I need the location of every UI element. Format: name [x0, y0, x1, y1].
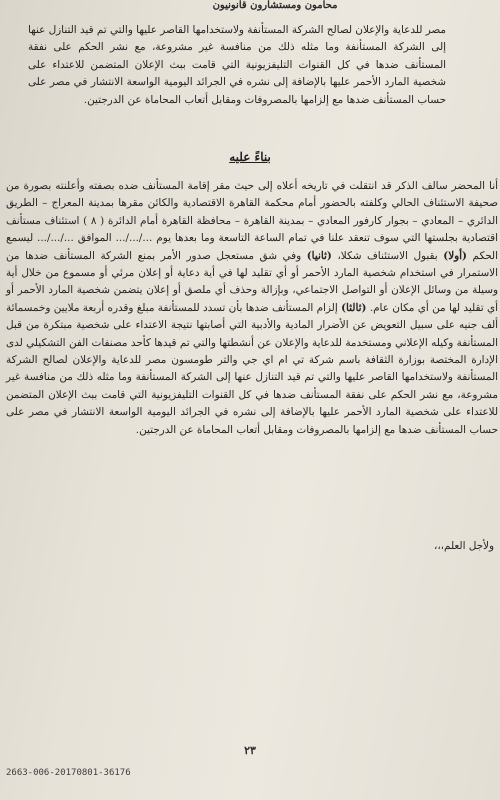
footer-document-code: 2663-006-20170801-36176 [6, 768, 131, 778]
body-paragraph [6, 178, 498, 439]
second-label: (ثانيا) [306, 249, 332, 262]
third-label: (ثالثا) [341, 301, 367, 314]
body-part-1: أنا المحضر سالف الذكر قد انتقلت في تاريخه أعلاه إلى حيث مقر إقامة المستأنف ضده بصفته وأعلنته بصورة من صحيفة الاستئناف الحالي وكلفته بالحضور أمام محكمة القاهرة الاقتصادية والكائن مقرها بمدينة المعراج – الطريق الدائري – المعادي – بجوار كارفور المعادي – بمدينة القاهرة – محافظة القاهرة أمام الدائرة ( ٨ ) استئناف مستأنف اقتصادية بجلستها التي سوف تنعقد علنا في تمام الساعة التاسعة وما بعدها يوم [6, 180, 498, 245]
section-title: بناءً عليه [229, 150, 271, 164]
firm-header: محامون ومستشارون قانونيون [212, 0, 338, 11]
body-part-3: ليسمع الحكم [6, 232, 498, 262]
body-part-5: وفي شق مستعجل صدور الأمر بمنع الشركة المستأنف ضدها من الاستمرار في استخدام شخصية المارد الأحمر أو أي تقليد لها في أية دعاية أو إعلان مرئي أو مسموع من خلال أية وسيلة من وسائل الإعلان أو التواصل الاجتماعي، وبإزالة وحذف أي ملصق أو إعلان يتضمن شخصية المارد الأحمر أو أي تقليد لها من أي مكان عام. [6, 249, 498, 314]
first-label: (أولا) [443, 249, 467, 262]
closing-line: ولأجل العلم،،، [433, 540, 494, 552]
blank-date-2: .../.../... [37, 232, 74, 245]
page-number: ٢٣ [244, 744, 256, 757]
body-part-6: إلزام المستأنف ضدها بأن تسدد للمستأنفة مبلغ وقدره أربعة ملايين وخمسمائة ألف جنيه على سبيل التعويض عن الأضرار المادية والأدبية التي أصابتها نتيجة الاعتداء على شخصية مبتكرة من قبل المستأنفة وكيله الإعلاني ومستخدمة للدعاية والإعلان عن أنشطتها والتي تم قيدها كأحد مصنفات الفن التشكيلي لدى الإدارة المختصة بوزارة الثقافة باسم شركة تي ام اي جي والتر طومسون مصر للدعاية والإعلان لصالح الشركة المستأنفة ولاستخدامها القاصر عليها والتي تم قيد التنازل عنها إلى الشركة المستأنفة وما مثله ذلك من منافسة غير مشروعة، مع نشر الحكم على نفقة المستأنف ضدها في كل القنوات التليفزيونية التي قامت ببث الإعلان المتضمن للاعتداء على شخصية المارد الأحمر عليها بالإضافة إلى نشره في الجرائد اليومية الواسعة الانتشار في مصر على حساب المستأنف ضدها مع إلزامها بالمصروفات ومقابل أتعاب المحاماة عن الدرجتين. [6, 301, 498, 436]
body-part-2: الموافق [77, 232, 112, 245]
blank-date: .../.../... [115, 232, 153, 245]
intro-paragraph: مصر للدعاية والإعلان لصالح الشركة المستأنفة ولاستخدامها القاصر عليها والتي تم قيد التنازل عنها إلى الشركة المستأنفة وما مثله ذلك من منافسة غير مشروعة، مع نشر الحكم على نفقة المستأنف ضدها في كل القنوات التليفزيونية التي قامت ببث الإعلان المتضمن للاعتداء على شخصية المارد الأحمر عليها بالإضافة إلى نشره في الجرائد اليومية الواسعة الانتشار في مصر على حساب المستأنف ضدها مع إلزامها بالمصروفات ومقابل أتعاب المحاماة عن الدرجتين. [28, 24, 446, 106]
body-part-4: بقبول الاستئناف شكلا، [337, 249, 438, 262]
